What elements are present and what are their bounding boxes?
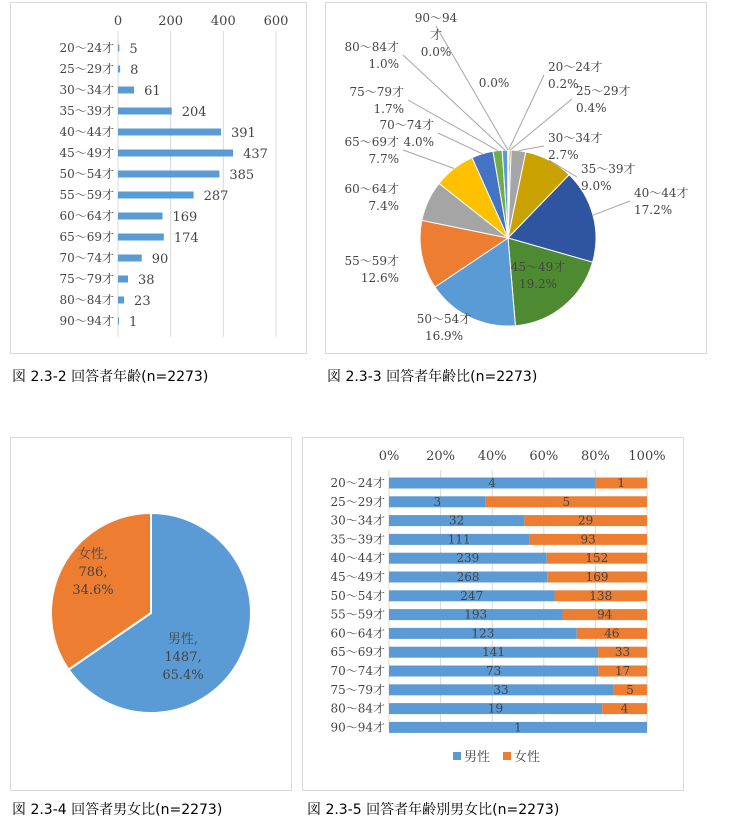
x-tick-label: 400 — [210, 14, 236, 29]
category-label: 55～59才 — [330, 607, 385, 622]
category-label: 75～79才 — [330, 682, 385, 697]
pie-label: 90～94 — [414, 11, 458, 25]
pie-label: 25～29才 — [576, 84, 631, 98]
male-value: 268 — [456, 570, 480, 584]
female-value: 169 — [585, 570, 609, 584]
value-label: 8 — [130, 63, 139, 78]
male-value: 19 — [487, 701, 504, 716]
female-value: 29 — [578, 513, 594, 528]
category-label: 30～34才 — [59, 83, 114, 97]
category-label: 45～49才 — [59, 146, 114, 160]
category-label: 70～74才 — [59, 251, 114, 265]
legend-label-male: 男性 — [464, 750, 491, 765]
male-value: 3 — [433, 494, 442, 509]
female-value: 138 — [589, 588, 613, 603]
x-tick-label: 200 — [158, 14, 184, 29]
female-value: 5 — [626, 682, 634, 697]
gender-pie-chart-panel — [10, 437, 292, 791]
category-label: 65～69才 — [59, 230, 114, 244]
slice-name: 女性, — [77, 547, 109, 562]
category-label: 75～79才 — [59, 272, 114, 286]
category-label: 30～34才 — [330, 513, 385, 528]
female-value: 33 — [614, 645, 631, 660]
pie-percent: 0.0% — [420, 45, 452, 59]
bar — [118, 213, 163, 220]
age-pie-chart — [326, 3, 706, 353]
category-label: 70～74才 — [330, 664, 385, 678]
female-value: 93 — [580, 532, 596, 547]
category-label: 60～64才 — [330, 626, 385, 641]
category-label: 50～54才 — [59, 167, 114, 181]
age-bar-chart-panel — [10, 2, 307, 354]
slice-count: 1487, — [164, 650, 202, 665]
pie-percent: 12.6% — [360, 271, 399, 285]
male-value: 33 — [493, 682, 509, 697]
male-value: 193 — [464, 607, 488, 622]
bar — [118, 192, 194, 199]
bar — [118, 255, 142, 262]
male-value: 111 — [447, 532, 471, 547]
x-tick-label: 80% — [580, 449, 610, 464]
leader-line — [509, 75, 544, 150]
category-label: 45～49才 — [330, 570, 385, 584]
pie-percent: 1.0% — [368, 57, 399, 71]
category-label: 80～84才 — [330, 701, 385, 716]
pie-percent: 9.0% — [581, 179, 612, 193]
age-pie-chart-panel — [325, 2, 707, 354]
pie-percent: 7.7% — [368, 152, 399, 166]
caption-fig-2-3-3: 図 2.3-3 回答者年齢比(n=2273) — [327, 369, 538, 385]
pie-percent-extra: 0.0% — [478, 76, 510, 90]
pie-label: 70～74才 — [379, 118, 434, 132]
male-value: 247 — [460, 588, 484, 603]
value-label: 385 — [229, 168, 255, 183]
value-label: 23 — [134, 294, 151, 309]
category-label: 35～39才 — [330, 532, 385, 547]
bar — [118, 276, 128, 283]
x-tick-label: 40% — [477, 449, 507, 464]
slice-count: 786, — [78, 565, 108, 580]
caption-fig-2-3-5: 図 2.3-5 回答者年齢別男女比(n=2273) — [307, 802, 560, 818]
age-bar-chart — [11, 3, 306, 353]
category-label: 60～64才 — [59, 209, 114, 223]
pie-percent: 19.2% — [518, 277, 558, 291]
category-label: 20～24才 — [330, 476, 385, 490]
leader-line — [593, 201, 630, 215]
category-label: 35～39才 — [59, 104, 114, 118]
female-value: 1 — [617, 476, 626, 490]
category-label: 25～29才 — [59, 62, 114, 76]
slice-percent: 65.4% — [162, 668, 204, 683]
category-label: 90～94才 — [330, 720, 385, 735]
female-value: 5 — [562, 494, 571, 509]
category-label: 25～29才 — [330, 494, 385, 509]
value-label: 287 — [203, 189, 229, 204]
male-value: 73 — [485, 664, 502, 678]
gender-pie-chart — [11, 438, 291, 790]
category-label: 55～59才 — [59, 188, 114, 202]
value-label: 169 — [172, 210, 198, 225]
bar — [118, 87, 134, 94]
pie-percent: 0.4% — [576, 101, 607, 115]
x-tick-label: 0% — [378, 449, 400, 464]
female-value: 152 — [585, 551, 609, 566]
value-label: 61 — [144, 84, 161, 99]
value-label: 391 — [230, 126, 256, 141]
pie-label: 50～54才 — [416, 312, 472, 326]
pie-label: 30～34才 — [548, 131, 603, 145]
bar — [118, 108, 172, 115]
value-label: 1 — [129, 315, 138, 330]
pie-percent: 7.4% — [368, 199, 399, 213]
pie-percent: 0.2% — [548, 77, 579, 91]
category-label: 65～69才 — [330, 645, 385, 660]
pie-label: 45～49才 — [510, 260, 566, 274]
pie-label: 40～44才 — [634, 186, 689, 200]
bar — [118, 318, 119, 325]
bar — [118, 45, 119, 52]
gender-by-age-chart — [303, 438, 683, 790]
value-label: 5 — [129, 42, 138, 57]
legend-label-female: 女性 — [514, 750, 541, 765]
pie-label: 55～59才 — [344, 254, 399, 268]
category-label: 80～84才 — [59, 293, 114, 307]
pie-label: 35～39才 — [581, 162, 636, 176]
female-value: 17 — [614, 664, 631, 678]
leader-line — [438, 133, 482, 154]
bar — [118, 297, 124, 304]
category-label: 20～24才 — [59, 41, 114, 55]
category-label: 50～54才 — [330, 588, 385, 603]
leader-line — [519, 146, 544, 151]
category-label: 90～94才 — [59, 314, 114, 328]
bar — [118, 66, 120, 73]
male-value: 239 — [456, 551, 480, 566]
male-value: 123 — [471, 626, 495, 641]
gender-by-age-chart-panel — [302, 437, 684, 791]
bar — [118, 234, 164, 241]
male-value: 1 — [514, 720, 522, 735]
bar — [118, 129, 221, 136]
pie-percent: 2.7% — [548, 148, 579, 162]
female-value: 46 — [604, 626, 620, 641]
bar — [118, 150, 233, 157]
pie-label: 75～79才 — [349, 85, 404, 99]
slice-percent: 34.6% — [72, 583, 114, 598]
pie-percent: 17.2% — [634, 203, 673, 217]
category-label: 40～44才 — [59, 125, 114, 139]
x-tick-label: 0 — [113, 14, 123, 29]
caption-fig-2-3-2: 図 2.3-2 回答者年齢(n=2273) — [12, 369, 209, 385]
x-tick-label: 60% — [529, 449, 559, 464]
pie-percent: 16.9% — [424, 329, 464, 343]
category-label: 40～44才 — [330, 551, 385, 566]
slice-name: 男性, — [167, 632, 199, 647]
pie-percent: 4.0% — [403, 135, 434, 149]
value-label: 174 — [173, 231, 199, 246]
leader-line — [403, 150, 454, 169]
pie-label: 65～69才 — [344, 135, 399, 149]
pie-label: 20～24才 — [548, 60, 603, 74]
legend-swatch-female — [503, 752, 511, 760]
value-label: 437 — [243, 147, 268, 162]
pie-label: 60～64才 — [344, 182, 399, 196]
value-label: 90 — [151, 252, 169, 267]
x-tick-label: 100% — [628, 449, 666, 464]
female-value: 94 — [597, 607, 613, 622]
value-label: 204 — [181, 105, 207, 120]
pie-percent: 1.7% — [373, 102, 404, 116]
value-label: 38 — [138, 273, 155, 288]
legend-swatch-male — [453, 752, 461, 760]
pie-label: 才 — [429, 28, 443, 42]
female-value: 4 — [620, 701, 629, 716]
male-value: 32 — [449, 513, 465, 528]
male-value: 4 — [488, 476, 497, 490]
x-tick-label: 600 — [263, 14, 289, 29]
x-tick-label: 20% — [426, 449, 456, 464]
male-value: 141 — [482, 645, 505, 660]
bar — [118, 171, 219, 178]
caption-fig-2-3-4: 図 2.3-4 回答者男女比(n=2273) — [12, 802, 223, 818]
pie-label: 80～84才 — [344, 40, 399, 54]
